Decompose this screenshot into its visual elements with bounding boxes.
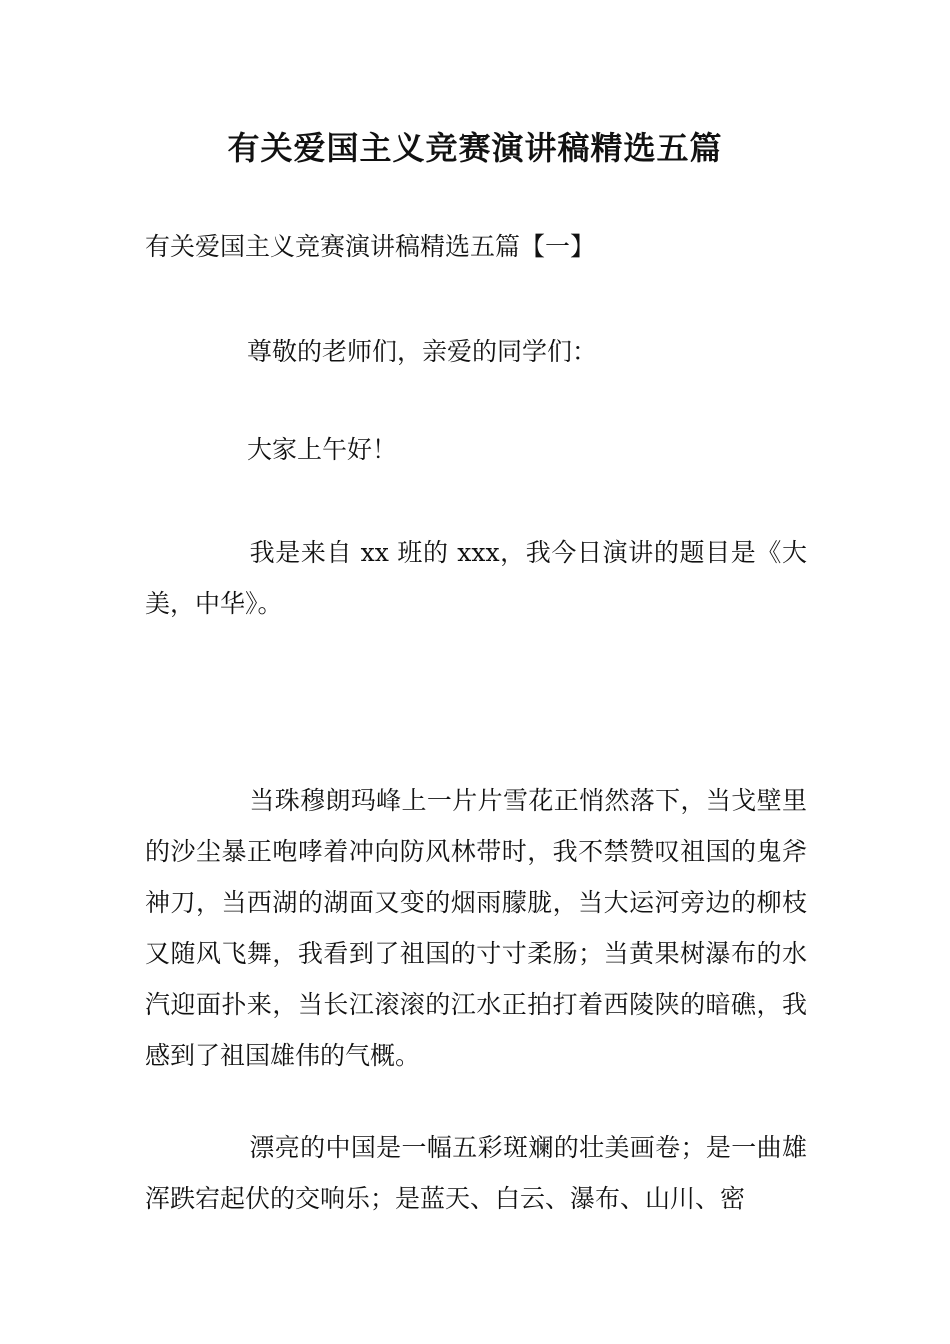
intro-paragraph xyxy=(145,527,807,629)
body-paragraph-2-text: 漂亮的中国是一幅五彩斑斓的壮美画卷；是一曲雄浑跌宕起伏的交响乐；是蓝天、白云、瀑布、山川、密 xyxy=(145,1133,807,1213)
section-heading: 有关爱国主义竞赛演讲稿精选五篇【一】 xyxy=(145,232,596,261)
body-paragraph-1-text: 当珠穆朗玛峰上一片片雪花正悄然落下，当戈壁里的沙尘暴正咆哮着冲向防风林带时，我不禁赞叹祖国的鬼斧神刀，当西湖的湖面又变的烟雨朦胧，当大运河旁边的柳枝又随风飞舞，我看到了祖国的寸寸柔肠；当黄果树瀑布的水汽迎面扑来，当长江滚滚的江水正拍打着西陵陕的暗礁，我感到了祖国雄伟的气概。 xyxy=(145,786,807,1070)
intro-text: 我是来自 xx 班的 xxx，我今日演讲的题目是《大美，中华》。 xyxy=(145,538,807,618)
body-paragraph-2 xyxy=(145,1122,807,1224)
document-title: 有关爱国主义竞赛演讲稿精选五篇 xyxy=(227,129,723,167)
body-paragraph-1 xyxy=(145,775,807,1081)
greeting-line: 尊敬的老师们，亲爱的同学们： xyxy=(247,337,598,366)
hello-line: 大家上午好！ xyxy=(247,435,398,464)
